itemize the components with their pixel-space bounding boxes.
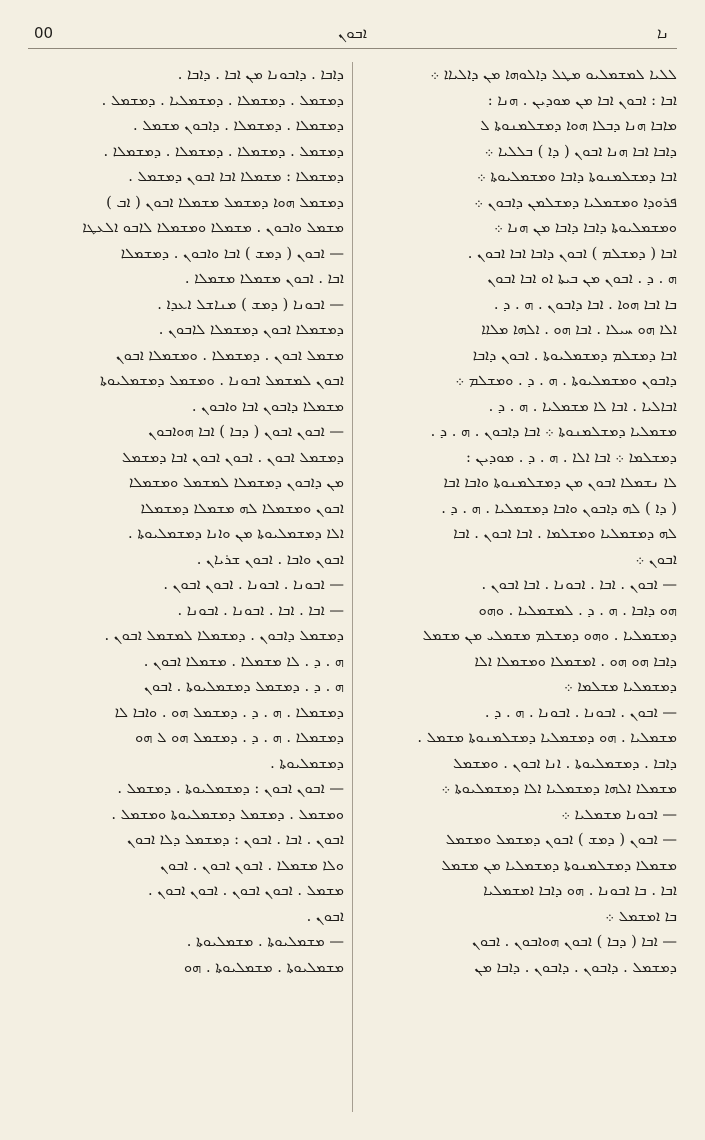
text-line: ܕܐܒܐ . ܕܡܫܡܠܝܘܬܐ . ܐܢܐ ܐܒܘܢ . ܘܡܫܡܠ bbox=[453, 754, 677, 772]
text-line: ܠܗ ܕܡܫܡܠܝܐ ܘܡܫܠܡܐ . ܐܒܐ ܐܒܘܢ . ܐܒܐ bbox=[453, 525, 677, 542]
text-line: ( ܕܐ ) ܠܗ ܕܐܒܘܢ ܘܐܒܐ ܕܡܫܡܠܝܐ . ܗ . ܕ . bbox=[441, 499, 677, 517]
text-line: ܕܡܫܡܠ . ܕܐܒܘܢ . ܕܐܒܘܢ . ܕܐܒܐ ܡܢ bbox=[474, 958, 677, 976]
text-line: — ܐܒܘܢ . ܐܒܐ . ܐܒܘܢܐ . ܐܒܐ ܐܒܘܢ . bbox=[481, 576, 677, 593]
text-line: ܐܒܐ . ܒܐ ܐܒܘܢܐ . ܗܘ ܕܐܒܐ ܐܡܫܡܠܝܐ bbox=[483, 882, 677, 899]
text-line: ܗ . ܕ . ܕܡܫܡܠ ܕܡܫܡܠܝܘܬܐ . ܐܒܘܢ bbox=[143, 678, 344, 695]
text-line: ܐܒܐܠܝܐ . ܐܒܐ ܠܐ ܡܫܡܠܝܐ . ܗ . ܕ . bbox=[488, 397, 677, 415]
page-number-right: ܢܐ bbox=[656, 24, 669, 42]
text-line: ܕܐܒܐ . ܕܐܒܘܢܐ ܡܢ ܐܒܐ . ܕܐܒܐ . bbox=[177, 66, 344, 83]
text-line: ܗ . ܕ . ܠܐ ܡܫܡܠܐ . ܡܫܡܠܐ ܐܒܘܢ . bbox=[143, 652, 344, 670]
text-line: ܐܠܐ ܗܘ ܚܝܠܐ . ܐܒܐ ܗܘ . ܐܠܗܐ ܡܠܐܐ bbox=[481, 321, 677, 338]
text-line: — ܐܒܘܢ ( ܕܡܫ ) ܐܒܘܢ ܕܡܫܡܠ ܘܡܫܡܠ bbox=[445, 831, 677, 848]
text-line: ܕܐܒܐ ܗܘ ܗܘ . ܐܡܫܡܠܐ ܘܡܫܡܠܐ ܐܠܐ bbox=[474, 652, 677, 670]
text-line: ܕܡܫܡܠܝܘܬܐ . bbox=[270, 754, 344, 772]
text-line: ܡܫܡܠܐ ܕܡܫܠܡܢܘܬܐ ܕܡܫܡܠܝܐ ܡܢ ܡܫܡܠ bbox=[441, 856, 677, 874]
text-line: ܠܠܝܐ ܠܡܫܡܠܝܘ ܡܛܠ ܕܐܠܘܗܐ ܡܢ ܕܐܠܝܐܐ ܀ bbox=[430, 66, 677, 83]
text-line: ܡܢ ܕܐܒܘܢ ܕܡܫܡܠܐ ܠܡܫܡܠ ܘܡܫܡܠܐ bbox=[128, 474, 344, 491]
text-line: — ܐܒܘܢ ܐܒܘܢ : ܕܡܫܡܠܝܘܬܐ . ܕܡܫܡܠ . bbox=[117, 780, 344, 797]
right-text-column bbox=[361, 62, 677, 1112]
page-header bbox=[28, 22, 677, 48]
text-line: ܐܒܐ : ܐܒܘܢ ܐܒܐ ܡܢ ܡܘܕܝܢ . ܗܢܐ : bbox=[487, 91, 677, 109]
text-line: ܐܒܘܢ ܀ bbox=[635, 550, 677, 568]
text-line: — ܐܒܘܢ . ܐܒܘܢܐ . ܐܒܘܢܐ . ܗ . ܕ . bbox=[484, 703, 677, 721]
text-line: ܐܒܐ ܕܡܫܠܡ ܕܡܫܡܠܝܘܬܐ . ܐܒܘܢ ܕܐܒܐ bbox=[472, 346, 677, 364]
text-line: — ܐܒܐ . ܐܒܐ . ܐܒܘܢܐ . ܐܒܘܢܐ . bbox=[177, 601, 344, 619]
text-line: ܐܒܘܢ ܘܐܒܐ . ܐܒܘܢ ܫܪܝܐܢ . bbox=[196, 550, 344, 568]
text-line: ܕܡܫܡܠ ܐܒܘܢ . ܐܒܘܢ ܐܒܘܢ ܐܒܐ ܕܡܫܡܠ bbox=[121, 448, 344, 466]
text-line: ܠܐ ܢܫܡܠܐ ܐܒܘܢ ܡܢ ܕܡܫܠܡܢܘܬܐ ܘܐܒܐ ܐܒܐ bbox=[443, 474, 677, 491]
text-line: ܕܡܫܡܠܝܐ ܡܫܠܡܐ ܀ bbox=[563, 678, 677, 695]
text-line: ܡܫܡܠܝܘܬܐ . ܡܫܡܠܝܘܬܐ . ܗܘ bbox=[184, 958, 344, 976]
page-number-left: 00 bbox=[34, 24, 54, 42]
text-line: ܐܒܐ . ܐܒܘܢ ܡܫܡܠܐ ܡܫܡܠܐ . bbox=[184, 270, 344, 287]
text-line: ܡܫܡܠ ܐܒܘܢ . ܕܡܫܡܠܐ . ܘܡܫܡܠܐ ܐܒܘܢ bbox=[115, 346, 344, 364]
text-line: ܡܐܒܐ ܗܢܐ ܕܒܠܐ ܗܘܐ ܕܡܫܠܡܢܘܬܐ ܠ bbox=[480, 117, 677, 134]
text-line: ܕܡܫܡܠܐ : ܡܫܡܠܐ ܐܒܐ ܐܒܘܢ ܕܡܫܡܠ . bbox=[128, 168, 344, 185]
text-line: ܦܪܘܕܐ ܘܡܫܡܠܝܐ ܕܡܫܠܡܢ ܕܐܒܘܢ ܀ bbox=[474, 193, 677, 211]
text-line: ܒܐ ܐܒܐ ܗܘܐ . ܐܒܐ ܕܐܒܘܢ . ܗ . ܕ . bbox=[493, 295, 677, 313]
text-line: ܘܠܐ ܡܫܡܠܐ . ܐܒܘܢ ܐܒܘܢ . ܐܒܘܢ bbox=[160, 856, 344, 874]
text-line: ܒܐ ܐܡܫܡܠ ܀ bbox=[605, 907, 677, 925]
column-divider bbox=[352, 62, 353, 1112]
text-line: ܐܒܘܢ . bbox=[306, 907, 344, 925]
text-line: ܕܡܫܡܠܐ ܐܒܘܢ ܕܡܫܡܠܐ ܠܐܒܘܢ . bbox=[158, 321, 344, 338]
text-line: ܐܠܐ ܕܡܫܡܠܝܘܬܐ ܡܢ ܘܐܢܐ ܕܡܫܡܠܝܘܬܐ . bbox=[128, 525, 344, 542]
text-line: ܕܡܫܡܠ . ܕܡܫܡܠܐ . ܕܡܫܡܠܝܐ . ܕܡܫܡܠ . bbox=[101, 91, 344, 109]
text-line: ܡܫܡܠ ܘܐܒܘܢ . ܡܫܡܠܐ ܘܡܫܡܠܐ ܠܐܒܘ ܐܠܥܛܐ bbox=[82, 219, 344, 236]
text-line: — ܡܫܡܠܝܘܬܐ . ܡܫܡܠܝܘܬܐ . bbox=[186, 933, 344, 950]
text-line: — ܐܒܘܢܐ ܡܫܡܠܝܐ ܀ bbox=[561, 805, 677, 823]
text-line: ܕܡܫܡܠ ܕܐܒܘܢ . ܕܡܫܡܠܐ ܠܡܫܡܠ ܐܒܘܢ . bbox=[104, 627, 344, 644]
text-line: ܐܒܘܢ ܠܡܫܡܠ ܐܒܘܢܐ . ܘܡܫܡܠ ܕܡܫܡܠܝܘܬܐ bbox=[99, 372, 344, 389]
text-line: ܘܡܫܡܠܝܘܬܐ ܕܐܒܐ ܕܐܒܐ ܡܢ ܗܢܐ ܀ bbox=[494, 219, 677, 236]
left-text-column bbox=[28, 62, 344, 1112]
text-line: ܕܡܫܡܠ . ܕܡܫܡܠܐ . ܕܡܫܡܠܐ . ܕܡܫܡܠܐ . bbox=[103, 142, 344, 160]
text-line: ܕܡܫܡܠܝܐ . ܘܗܘ ܕܡܫܠܡ ܡܫܡܠܝ ܡܢ ܡܫܡܠ bbox=[422, 627, 677, 644]
text-line: ܕܐܒܘܢ ܘܡܫܡܠܝܘܬܐ . ܗ . ܕ . ܘܡܫܠܡ ܀ bbox=[455, 372, 677, 389]
text-line: — ܐܒܘܢ ܐܒܘܢ ( ܕܒܐ ) ܐܒܐ ܗܘܐܒܘܢ bbox=[148, 423, 344, 440]
text-line: ܘܡܫܡܠ . ܕܡܫܡܠ ܕܡܫܡܠܝܘܬܐ ܘܡܫܡܠ . bbox=[111, 805, 344, 823]
text-line: — ܐܒܘܢ ( ܕܡܫ ) ܐܒܐ ܘܐܒܘܢ . ܕܡܫܡܠܐ bbox=[120, 244, 344, 262]
text-line: ܐܒܘܢ . ܐܒܐ . ܐܒܘܢ : ܕܡܫܡܠ ܕܠܐ ܐܒܘܢ bbox=[127, 831, 344, 848]
text-line: ܡܫܡܠ . ܐܒܘܢ ܐܒܘܢ . ܐܒܘܢ ܐܒܘܢ . bbox=[147, 882, 344, 899]
text-line: — ܐܒܐ ( ܕܒܐ ) ܐܒܘܢ ܗܘܐܒܘܢ . ܐܒܘܢ bbox=[471, 933, 677, 950]
text-line: — ܐܒܘܢܐ ( ܕܡܫ ) ܡܢܐܫܠ ܐܥܕܐ . bbox=[157, 295, 344, 313]
running-title: ܐܒܘܢ bbox=[338, 24, 367, 42]
text-line: ܐܒܐ ( ܕܡܫܠܡ ) ܐܒܘܢ ܕܐܒܐ ܐܒܐ ܐܒܘܢ . bbox=[467, 244, 677, 262]
text-line: ܐܒܘܢ ܘܡܫܡܠܐ ܠܗ ܡܫܡܠܐ ܕܡܫܡܠܐ bbox=[140, 499, 344, 517]
text-line: ܡܫܡܠܝܐ ܕܡܫܠܡܢܘܬܐ ܀ ܐܒܐ ܕܐܒܘܢ . ܗ . ܕ . bbox=[430, 423, 677, 440]
text-line: ܕܡܫܠܡܐ ܀ ܐܒܐ ܐܠܐ . ܗ . ܕ . ܡܘܕܝܢ : bbox=[465, 448, 677, 466]
text-line: ܕܡܫܡܠܐ . ܕܡܫܡܠܐ . ܕܐܒܘܢ ܡܫܡܠ . bbox=[133, 117, 344, 134]
text-line: ܕܡܫܡܠܐ . ܗ . ܕ . ܕܡܫܡܠ ܗܘ ܠ ܗܘ bbox=[135, 729, 344, 746]
text-line: ܡܫܡܠܝܐ . ܗܘ ܕܡܫܡܠܝܐ ܕܡܫܠܡܢܘܬܐ ܡܫܡܠ . bbox=[417, 729, 677, 746]
text-line: — ܐܒܘܢܐ . ܐܒܘܢܐ . ܐܒܘܢ ܐܒܘܢ . bbox=[163, 576, 344, 593]
text-line: ܕܡܫܡܠ ܗܘܐ ܕܡܫܡܠ ܡܫܡܠܐ ܐܒܘܢ ( ܐܒ ) bbox=[106, 193, 344, 211]
text-line: ܗ . ܕ . ܐܒܘܢ ܡܢ ܒܝܬܐ ܐܘ ܐܒܐ ܐܒܘܢ bbox=[487, 270, 677, 287]
text-line: ܡܫܡܠܐ ܐܠܗܐ ܕܡܫܡܠܝܐ ܐܠܐ ܕܡܫܡܠܝܘܬܐ ܀ bbox=[441, 780, 677, 797]
text-line: ܐܒܐ ܕܡܫܠܡܢܘܬܐ ܕܐܒܐ ܘܡܫܡܠܝܘܬܐ ܀ bbox=[476, 168, 677, 185]
text-line: ܕܡܫܡܠܐ . ܗ . ܕ . ܕܡܫܡܠ ܗܘ . ܘܐܒܐ ܠܐ bbox=[114, 703, 344, 721]
text-line: ܕܐܒܐ ܐܒܐ ܗܢܐ ܐܒܘܢ ( ܕܐ ) ܒܠܠܝܐ ܀ bbox=[484, 142, 677, 160]
text-line: ܡܫܡܠܐ ܕܐܒܘܢ ܐܒܐ ܘܐܒܘܢ . bbox=[191, 397, 344, 415]
header-rule bbox=[28, 48, 677, 49]
text-line: ܗܘ ܕܐܒܐ . ܗ . ܕ . ܠܡܫܡܠܝܐ . ܘܗܘ bbox=[478, 601, 677, 619]
